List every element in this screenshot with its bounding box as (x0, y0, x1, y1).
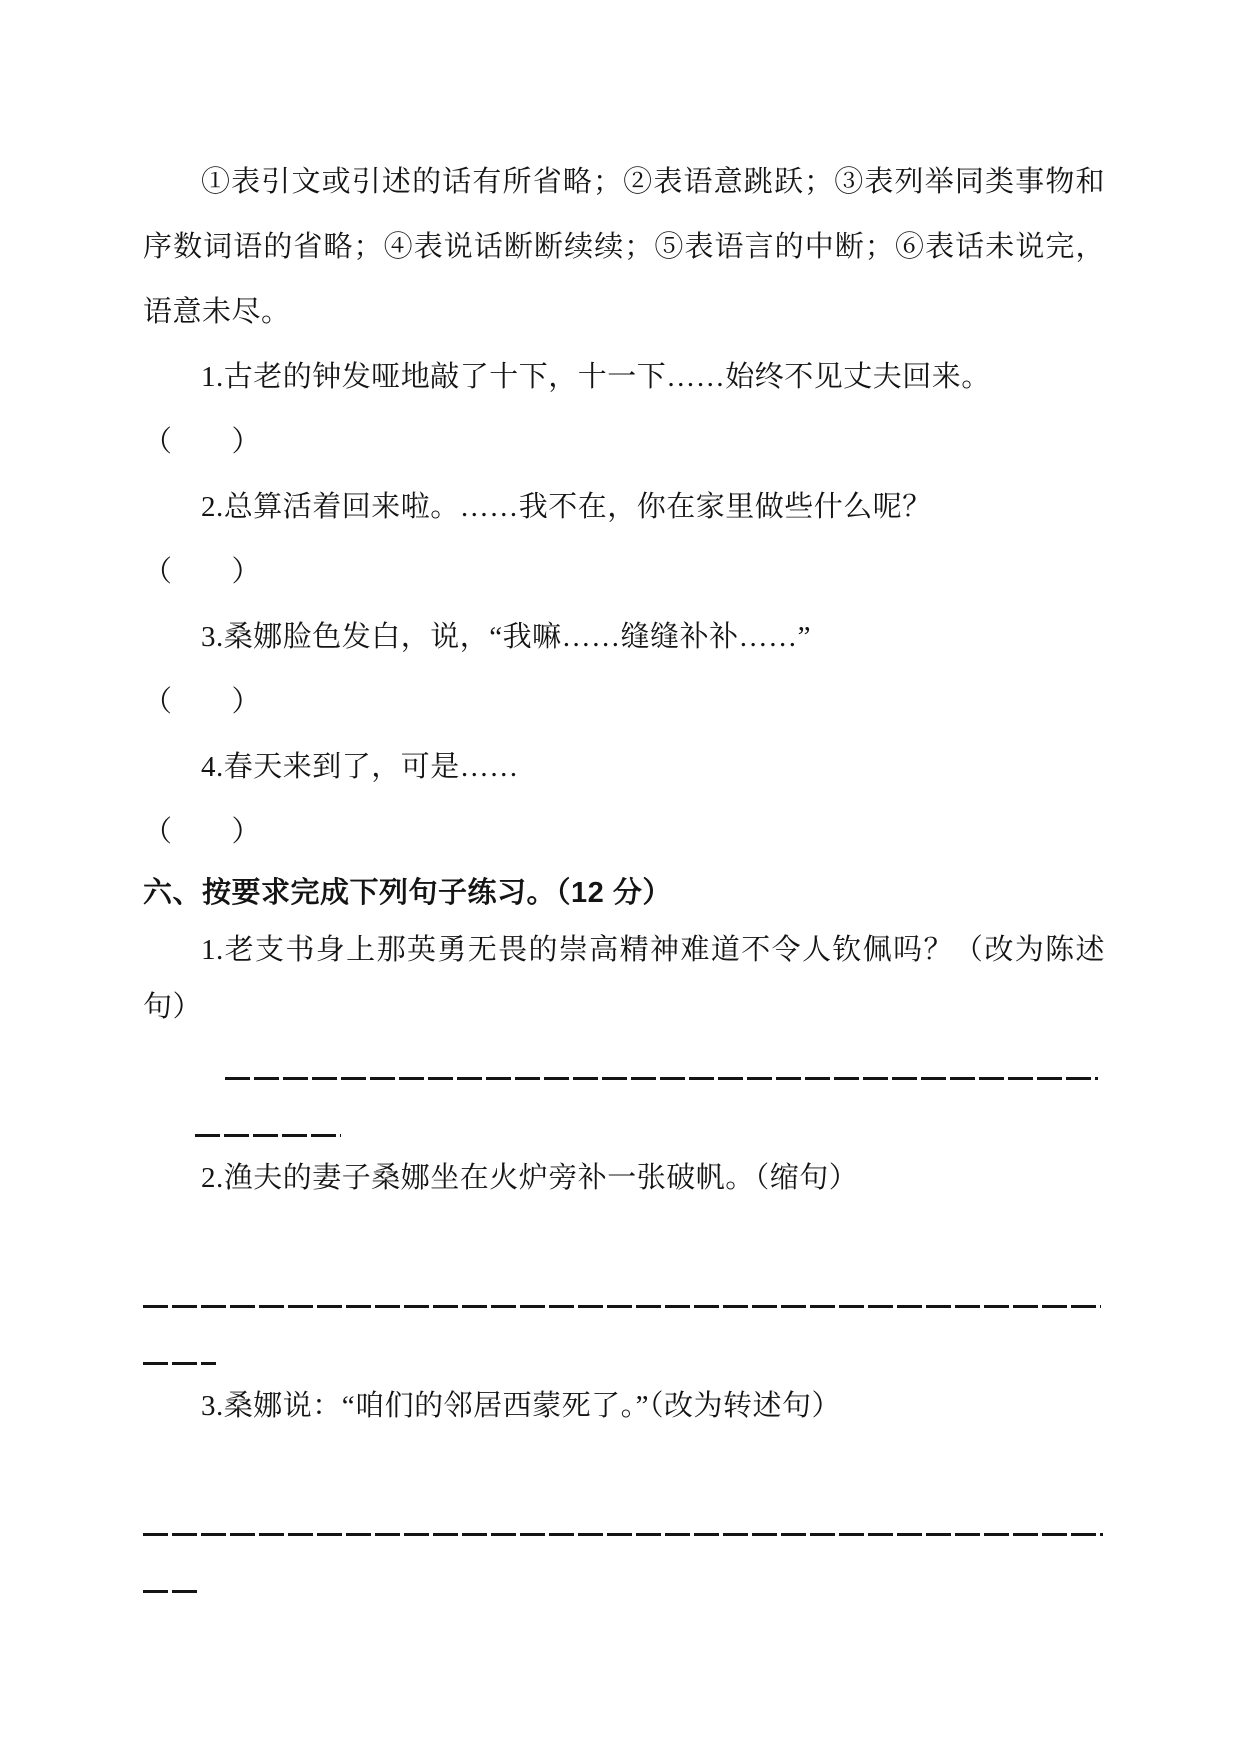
answer-blank-line (143, 1321, 1105, 1378)
question-text: 1.老支书身上那英勇无畏的崇高精神难道不令人钦佩吗？（改为陈述句） (143, 934, 1105, 1023)
ellipsis-item-text: 3.桑娜脸色发白，说，“我嘛……缝缝补补……” (201, 621, 811, 653)
answer-parentheses: （ ） (143, 816, 262, 848)
answer-blank-line (143, 1549, 1105, 1606)
answer-parentheses: （ ） (143, 556, 262, 588)
answer-blank-line (143, 1264, 1105, 1321)
ellipsis-item-text: 1.古老的钟发哑地敲了十下，十一下……始终不见丈夫回来。 (201, 361, 991, 393)
section-six-heading: 六、按要求完成下列句子练习。（12 分） (143, 877, 672, 909)
blank-spacer (143, 1207, 1105, 1264)
blank-line-segment (143, 1590, 201, 1593)
question-text: 3.桑娜说：“咱们的邻居西蒙死了。”（改为转述句） (201, 1390, 841, 1422)
blank-line-segment (143, 1362, 216, 1365)
answer-blank-line (143, 1036, 1105, 1093)
ellipsis-item-text: 4.春天来到了，可是…… (201, 751, 519, 783)
answer-parentheses: （ ） (143, 686, 262, 718)
blank-line-segment (143, 1533, 1103, 1536)
answer-blank-line (143, 1492, 1105, 1549)
blank-line-segment (195, 1134, 341, 1137)
answer-parentheses: （ ） (143, 426, 262, 458)
question-text: 2.渔夫的妻子桑娜坐在火炉旁补一张破帆。（缩句） (201, 1162, 859, 1194)
answer-blank-line (143, 1093, 1105, 1150)
ellipsis-item-text: 2.总算活着回来啦。……我不在，你在家里做些什么呢？ (201, 491, 932, 523)
ellipsis-usage-instructions: ①表引文或引述的话有所省略；②表语意跳跃；③表列举同类事物和序数词语的省略；④表说话断断续续；⑤表语言的中断；⑥表话未说完，语意未尽。 (143, 166, 1105, 328)
blank-line-segment (143, 1305, 1101, 1308)
blank-line-segment (225, 1077, 1098, 1080)
blank-spacer (143, 1435, 1105, 1492)
